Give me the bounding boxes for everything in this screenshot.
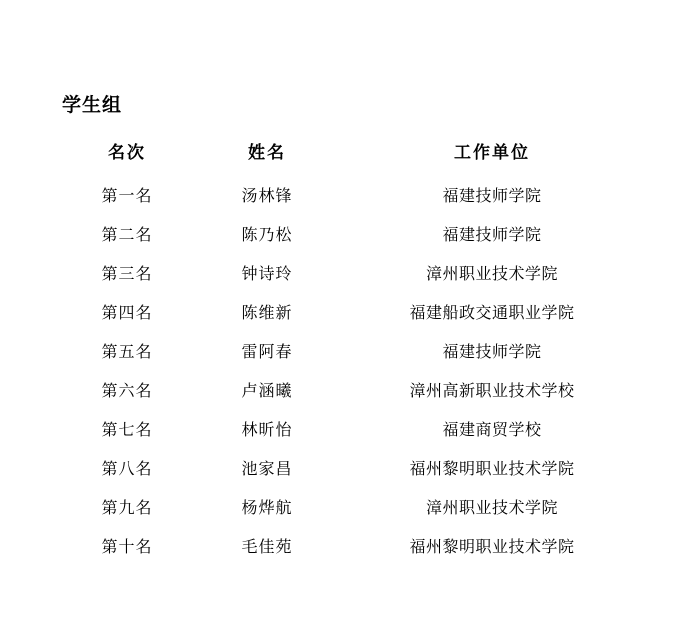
cell-name: 池家昌: [241, 459, 293, 478]
ranking-table: [62, 134, 642, 565]
table-row: [62, 292, 642, 331]
cell-rank: 第六名: [101, 381, 153, 400]
table-row: [62, 214, 642, 253]
cell-rank: 第三名: [101, 264, 153, 283]
cell-rank: 第九名: [101, 498, 153, 517]
table-header-row: [62, 134, 642, 175]
cell-rank: 第二名: [101, 225, 153, 244]
column-header-name: 姓名: [248, 143, 286, 163]
cell-org: 福建技师学院: [442, 342, 542, 361]
cell-org: 福州黎明职业技术学院: [409, 459, 575, 478]
table-row: [62, 409, 642, 448]
cell-name: 毛佳苑: [241, 537, 293, 556]
table-row: [62, 370, 642, 409]
cell-rank: 第四名: [101, 303, 153, 322]
cell-org: 漳州职业技术学院: [425, 498, 558, 517]
table-row: [62, 526, 642, 565]
cell-org: 福建技师学院: [442, 225, 542, 244]
cell-name: 钟诗玲: [241, 264, 293, 283]
cell-org: 福建船政交通职业学院: [409, 303, 575, 322]
section-title: 学生组: [62, 94, 123, 116]
table-row: [62, 253, 642, 292]
cell-name: 卢涵曦: [241, 381, 293, 400]
table-row: [62, 448, 642, 487]
cell-rank: 第八名: [101, 459, 153, 478]
cell-rank: 第五名: [101, 342, 153, 361]
cell-org: 福州黎明职业技术学院: [409, 537, 575, 556]
cell-org: 福建技师学院: [442, 186, 542, 205]
table-row: [62, 331, 642, 370]
cell-name: 杨烨航: [241, 498, 293, 517]
cell-org: 福建商贸学校: [442, 420, 542, 439]
column-header-rank: 名次: [108, 143, 146, 163]
cell-name: 汤林锋: [241, 186, 293, 205]
cell-org: 漳州职业技术学院: [425, 264, 558, 283]
cell-name: 陈维新: [241, 303, 293, 322]
table-row: [62, 175, 642, 214]
table-row: [62, 487, 642, 526]
cell-rank: 第七名: [101, 420, 153, 439]
cell-rank: 第十名: [101, 537, 153, 556]
cell-rank: 第一名: [101, 186, 153, 205]
cell-name: 雷阿春: [241, 342, 293, 361]
cell-org: 漳州高新职业技术学校: [409, 381, 575, 400]
cell-name: 林昕怡: [241, 420, 293, 439]
cell-name: 陈乃松: [241, 225, 293, 244]
column-header-org: 工作单位: [454, 143, 530, 163]
